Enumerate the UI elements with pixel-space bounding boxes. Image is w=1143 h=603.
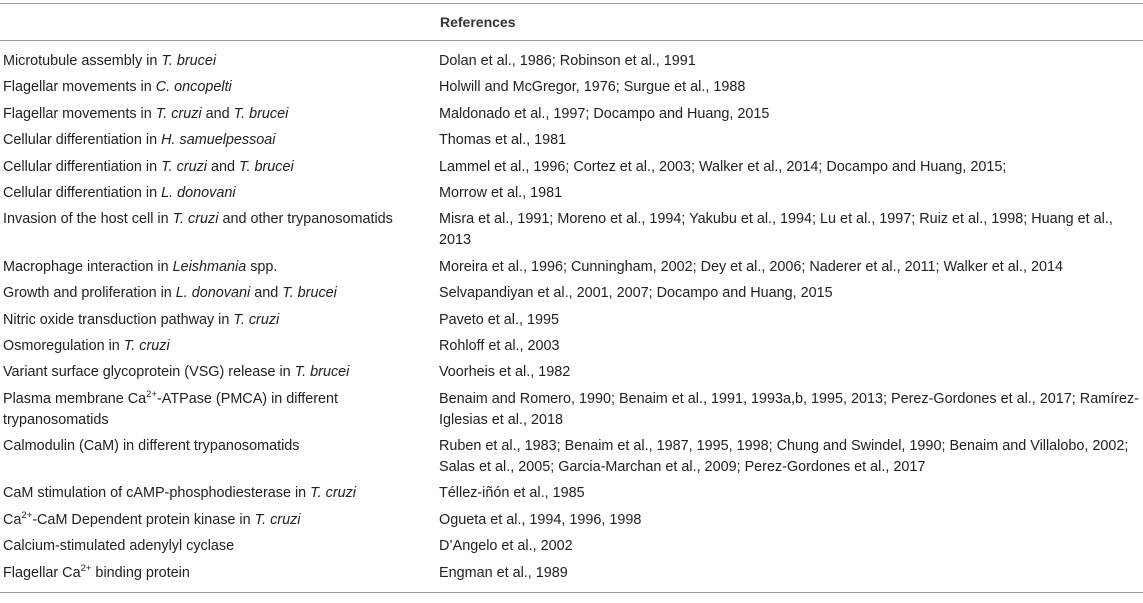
function-cell: [0, 510, 437, 531]
species-name: T. brucei: [239, 158, 294, 175]
function-text: Macrophage interaction in: [3, 258, 173, 275]
species-name: C. oncopelti: [155, 79, 232, 96]
species-name: T. brucei: [161, 53, 217, 69]
species-name: T. cruzi: [161, 158, 207, 175]
references-cell: Moreira et al., 1996; Cunningham, 2002; Dey et al., 2006; Naderer et al., 2011; Walker et al., 2014: [439, 258, 1063, 275]
function-text: Ca: [3, 511, 22, 528]
species-name: T. cruzi: [254, 511, 301, 528]
function-text: Plasma membrane Ca: [3, 390, 147, 407]
function-text: Osmoregulation in: [3, 337, 124, 354]
function-text: and: [250, 285, 283, 302]
function-cell: [0, 130, 437, 151]
table-row: [0, 310, 1143, 336]
table-row: [0, 536, 1143, 562]
function-text: Flagellar movements in: [3, 79, 156, 96]
table-row: [0, 362, 1143, 388]
references-cell: Engman et al., 1989: [439, 564, 568, 581]
function-text: Calmodulin (CaM) in different trypanosomatids: [3, 438, 300, 455]
table-row: [0, 563, 1143, 584]
function-cell: [0, 283, 437, 304]
table-header: [0, 4, 1143, 40]
references-cell: Ogueta et al., 1994, 1996, 1998: [439, 511, 642, 528]
table-row: [0, 77, 1143, 103]
references-cell: Selvapandiyan et al., 2001, 2007; Docampo and Huang, 2015: [439, 285, 833, 302]
table-row: [0, 51, 1143, 77]
function-text: and: [201, 105, 234, 122]
function-cell: [0, 362, 437, 383]
function-cell: [0, 77, 437, 98]
function-text: Cellular differentiation in: [3, 184, 162, 201]
table-row: [0, 183, 1143, 209]
table-row: [0, 510, 1143, 536]
function-text: Variant surface glycoprotein (VSG) release in: [3, 364, 295, 381]
table-row: [0, 257, 1143, 283]
references-cell: Rohloff et al., 2003: [439, 337, 560, 354]
header-references: References: [440, 14, 516, 30]
table-body: [0, 41, 1143, 584]
function-text: Calcium-stimulated adenylyl cyclase: [3, 538, 235, 555]
function-text: -ATPase (PMCA) in different trypanosomatids: [3, 390, 339, 428]
function-cell: [0, 436, 437, 478]
function-text: and other trypanosomatids: [218, 211, 393, 228]
references-cell: Morrow et al., 1981: [439, 184, 563, 201]
function-text: Flagellar Ca: [3, 564, 81, 581]
table-bottom-rule: [0, 592, 1143, 593]
table-row: [0, 209, 1143, 256]
species-name: T. cruzi: [123, 337, 170, 354]
table-row: [0, 483, 1143, 509]
function-text: Flagellar movements in: [3, 105, 156, 122]
function-text: -CaM Dependent protein kinase in: [32, 511, 255, 528]
charge-superscript: 2+: [21, 509, 33, 521]
function-text: Invasion of the host cell in: [3, 211, 173, 228]
function-text: Microtubule assembly in: [3, 53, 162, 69]
function-cell: [0, 183, 437, 204]
references-cell: Paveto et al., 1995: [439, 311, 560, 328]
species-name: T. cruzi: [172, 211, 219, 228]
table-row: [0, 336, 1143, 362]
species-name: T. brucei: [294, 364, 350, 381]
function-text: Growth and proliferation in: [3, 285, 176, 302]
references-cell: Holwill and McGregor, 1976; Surgue et al., 1988: [439, 79, 746, 96]
function-cell: [0, 563, 437, 584]
table-row: [0, 157, 1143, 183]
references-cell: Lammel et al., 1996; Cortez et al., 2003; Walker et al., 2014; Docampo and Huang, 2015;: [439, 158, 1007, 175]
references-cell: Thomas et al., 1981: [439, 132, 567, 149]
function-text: CaM stimulation of cAMP-phosphodiesterase in: [3, 485, 311, 502]
function-text: Cellular differentiation in: [3, 158, 162, 175]
function-cell: [0, 483, 437, 504]
species-name: L. donovani: [175, 285, 251, 302]
references-cell: Maldonado et al., 1997; Docampo and Huang, 2015: [439, 105, 770, 122]
table-row: [0, 436, 1143, 483]
charge-superscript: 2+: [146, 388, 158, 400]
function-text: Cellular differentiation in: [3, 132, 162, 149]
function-text: spp.: [246, 258, 278, 275]
table-row: [0, 130, 1143, 156]
species-name: Leishmania: [172, 258, 247, 275]
table-row: [0, 283, 1143, 309]
references-cell: Voorheis et al., 1982: [439, 364, 571, 381]
charge-superscript: 2+: [80, 562, 92, 574]
function-text: and: [206, 158, 239, 175]
function-text: binding protein: [91, 564, 190, 581]
references-cell: D’Angelo et al., 2002: [439, 538, 573, 555]
function-cell: [0, 336, 437, 357]
function-cell: [0, 209, 437, 251]
references-cell: Benaim and Romero, 1990; Benaim et al., 1991, 1993a,b, 1995, 2013; Perez-Gordones et al., 2017; Ramírez-Iglesias et al., 2018: [439, 390, 1139, 428]
references-cell: Dolan et al., 1986; Robinson et al., 1991: [439, 53, 696, 69]
function-cell: [0, 257, 437, 278]
references-cell: Misra et al., 1991; Moreno et al., 1994; Yakubu et al., 1994; Lu et al., 1997; Ruiz et al., 1998; Huang et al., 2013: [439, 211, 1113, 249]
references-cell: Téllez-iñón et al., 1985: [439, 485, 585, 502]
function-cell: [0, 536, 437, 557]
references-cell: Ruben et al., 1983; Benaim et al., 1987, 1995, 1998; Chung and Swindel, 1990; Benaim and Villalobo, 2002; Salas et al., 2005; Garcia-Marchan et al., 2009; Perez-Gordones et al., 2017: [439, 438, 1129, 476]
species-name: T. brucei: [233, 105, 289, 122]
function-text: Nitric oxide transduction pathway in: [3, 311, 234, 328]
function-cell: [0, 389, 437, 431]
species-name: L. donovani: [161, 184, 236, 201]
function-cell: [0, 51, 437, 72]
function-cell: [0, 104, 437, 125]
table-row: [0, 104, 1143, 130]
table-row: [0, 389, 1143, 436]
species-name: H. samuelpessoai: [161, 132, 276, 149]
species-name: T. cruzi: [233, 311, 280, 328]
species-name: T. cruzi: [155, 105, 202, 122]
function-cell: [0, 310, 437, 331]
function-cell: [0, 157, 437, 178]
species-name: T. cruzi: [310, 485, 357, 502]
species-name: T. brucei: [282, 285, 337, 302]
